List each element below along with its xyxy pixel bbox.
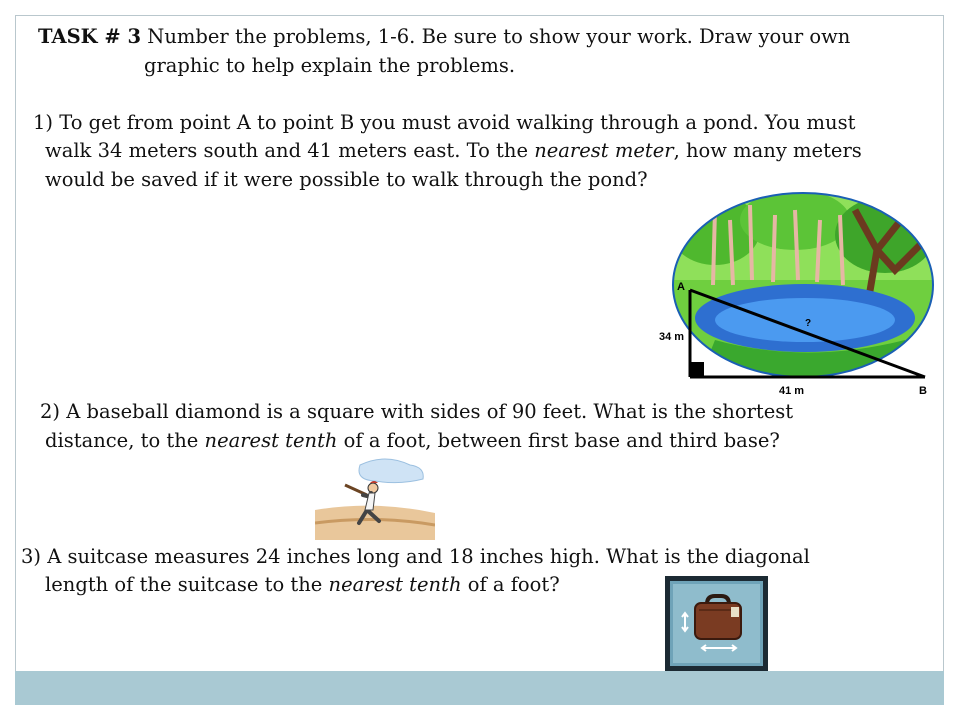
- point-b-label: B: [919, 385, 927, 397]
- suitcase-image: [665, 576, 768, 671]
- task-heading-line2: graphic to help explain the problems.: [144, 54, 516, 77]
- unknown-label: ?: [805, 318, 812, 329]
- problem1-line1: 1) To get from point A to point B you must avoid walking through a pond. You must: [33, 111, 856, 134]
- task-number: TASK # 3: [38, 25, 142, 48]
- problem3-line2: [45, 572, 560, 598]
- side-41m-label: 41 m: [779, 385, 805, 397]
- problem3-line2-text: length of the suitcase to the: [45, 573, 329, 596]
- problem2-emphasis: nearest tenth: [204, 429, 338, 452]
- pond-diagram: [655, 190, 940, 400]
- problem3-emphasis: nearest tenth: [328, 573, 462, 596]
- problem2-line2-text: distance, to the: [45, 429, 205, 452]
- problem2-line1: 2) A baseball diamond is a square with sides of 90 feet. What is the shortest: [40, 400, 794, 423]
- side-34m-label: 34 m: [659, 331, 685, 343]
- problem1-emphasis: nearest meter: [534, 139, 674, 162]
- problem1-line2-text: walk 34 meters south and 41 meters east. To the: [45, 139, 535, 162]
- footer-bar: [15, 671, 944, 705]
- baseball-player-image: [315, 455, 435, 540]
- problem1-line3: would be saved if it were possible to walk through the pond?: [45, 168, 648, 191]
- problem3-line1: 3) A suitcase measures 24 inches long and 18 inches high. What is the diagonal: [21, 545, 810, 568]
- problem1-line2: [45, 138, 862, 164]
- problem2-line2: [45, 428, 780, 454]
- task-heading: [38, 24, 850, 50]
- problem2-line2-end: of a foot, between first base and third base?: [337, 429, 780, 452]
- task-instructions: Number the problems, 1-6. Be sure to show your work. Draw your own: [141, 25, 851, 48]
- point-a-label: A: [677, 281, 685, 293]
- problem1-line2-end: , how many meters: [673, 139, 862, 162]
- problem3-line2-end: of a foot?: [461, 573, 560, 596]
